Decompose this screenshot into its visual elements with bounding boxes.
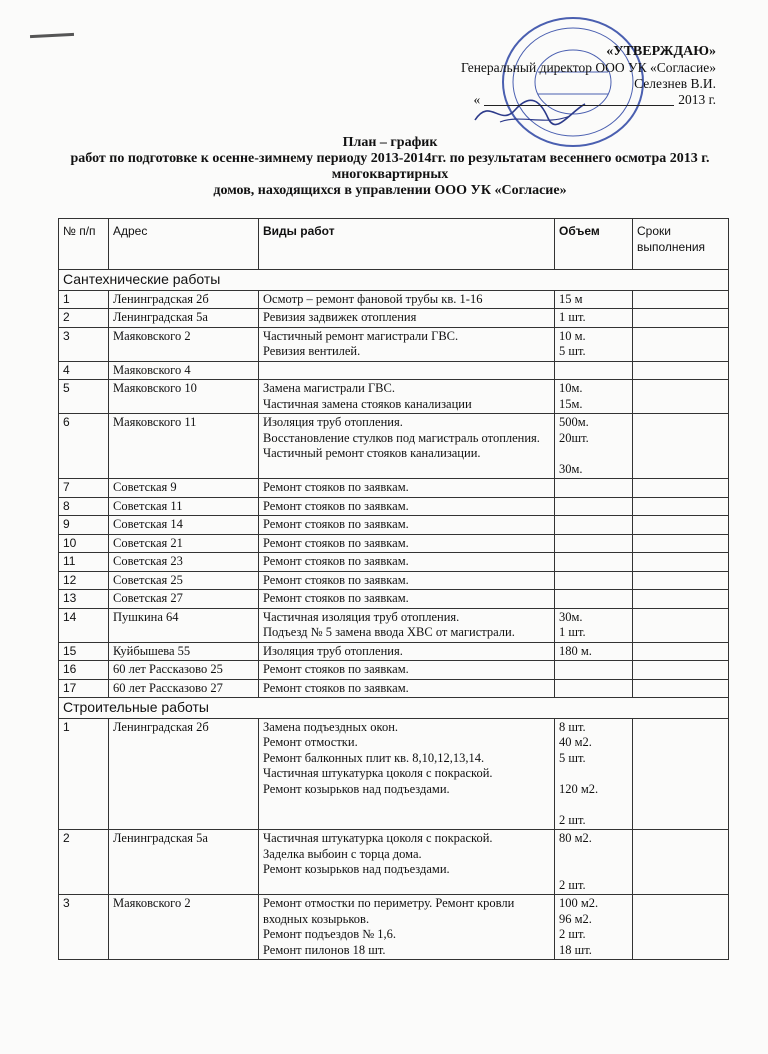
row-terms	[633, 590, 729, 609]
header-address: Адрес	[109, 219, 259, 270]
row-terms	[633, 534, 729, 553]
row-works: Замена магистрали ГВС. Частичная замена стояков канализации	[259, 380, 555, 414]
row-volume: 180 м.	[555, 642, 633, 661]
row-volume	[555, 661, 633, 680]
row-number: 11	[59, 553, 109, 572]
row-number: 3	[59, 895, 109, 960]
table-row	[59, 380, 729, 414]
row-number: 10	[59, 534, 109, 553]
row-number: 2	[59, 830, 109, 895]
date-suffix: 2013 г.	[678, 92, 716, 107]
row-number: 13	[59, 590, 109, 609]
row-volume	[555, 516, 633, 535]
row-number: 1	[59, 718, 109, 830]
row-number: 14	[59, 608, 109, 642]
row-volume: 10м. 15м.	[555, 380, 633, 414]
row-terms	[633, 553, 729, 572]
row-works: Ремонт стояков по заявкам.	[259, 571, 555, 590]
title-line-2: работ по подготовке к осенне-зимнему периоду 2013-2014гг. по результатам весеннего осмотра 2013 г. многоквартирных	[70, 151, 710, 182]
row-works: Ремонт стояков по заявкам.	[259, 679, 555, 698]
row-address: Ленинградская 5а	[109, 309, 259, 328]
row-terms	[633, 380, 729, 414]
row-address: 60 лет Рассказово 27	[109, 679, 259, 698]
table-row	[59, 534, 729, 553]
row-works: Осмотр – ремонт фановой трубы кв. 1-16	[259, 290, 555, 309]
row-terms	[633, 661, 729, 680]
table-row	[59, 553, 729, 572]
row-volume	[555, 534, 633, 553]
row-number: 2	[59, 309, 109, 328]
table-header-row	[59, 219, 729, 270]
row-address: Куйбышева 55	[109, 642, 259, 661]
row-number: 17	[59, 679, 109, 698]
row-works: Ремонт стояков по заявкам.	[259, 534, 555, 553]
row-address: Советская 14	[109, 516, 259, 535]
document-title	[40, 135, 740, 199]
row-works: Частичная штукатурка цоколя с покраской. Заделка выбоин с торца дома. Ремонт козырьков над подъездами.	[259, 830, 555, 895]
approval-head: «УТВЕРЖДАЮ»	[606, 44, 716, 59]
table-row	[59, 327, 729, 361]
date-prefix: «	[473, 92, 481, 107]
section-row	[59, 270, 729, 291]
row-address: Советская 23	[109, 553, 259, 572]
row-number: 12	[59, 571, 109, 590]
row-address: Советская 27	[109, 590, 259, 609]
row-terms	[633, 414, 729, 479]
row-works: Ремонт стояков по заявкам.	[259, 661, 555, 680]
row-address: Советская 21	[109, 534, 259, 553]
row-terms	[633, 497, 729, 516]
table-body	[59, 270, 729, 960]
header-terms: Сроки выполнения	[633, 219, 729, 270]
row-works: Изоляция труб отопления.	[259, 642, 555, 661]
row-terms	[633, 830, 729, 895]
table-row	[59, 642, 729, 661]
approval-block	[461, 44, 716, 108]
row-terms	[633, 479, 729, 498]
title-line-3: домов, находящихся в управлении ООО УК «Согласие»	[213, 183, 567, 198]
title-line-1: План – график	[342, 135, 438, 150]
row-works: Ремонт стояков по заявкам.	[259, 479, 555, 498]
row-address: Пушкина 64	[109, 608, 259, 642]
section-title: Сантехнические работы	[59, 270, 729, 291]
table-row	[59, 590, 729, 609]
row-volume	[555, 553, 633, 572]
scan-mark	[30, 33, 74, 38]
row-works: Частичный ремонт магистрали ГВС. Ревизия вентилей.	[259, 327, 555, 361]
header-num: № п/п	[59, 219, 109, 270]
row-works: Ремонт стояков по заявкам.	[259, 553, 555, 572]
table-row	[59, 571, 729, 590]
table-row	[59, 290, 729, 309]
row-volume: 30м. 1 шт.	[555, 608, 633, 642]
section-row	[59, 698, 729, 719]
row-number: 4	[59, 361, 109, 380]
row-volume: 10 м. 5 шт.	[555, 327, 633, 361]
table-row	[59, 309, 729, 328]
row-volume	[555, 590, 633, 609]
date-blank	[484, 92, 674, 106]
row-works: Изоляция труб отопления. Восстановление стулков под магистраль отопления. Частичный ремонт стояков канализации.	[259, 414, 555, 479]
row-number: 5	[59, 380, 109, 414]
row-terms	[633, 516, 729, 535]
row-works	[259, 361, 555, 380]
row-terms	[633, 608, 729, 642]
row-address: Маяковского 4	[109, 361, 259, 380]
row-number: 8	[59, 497, 109, 516]
table-row	[59, 361, 729, 380]
row-address: Ленинградская 2б	[109, 718, 259, 830]
row-address: Маяковского 11	[109, 414, 259, 479]
header-volume: Объем	[555, 219, 633, 270]
approval-date	[461, 92, 716, 108]
approval-name: Селезнев В.И.	[634, 76, 716, 91]
row-volume	[555, 679, 633, 698]
row-volume: 8 шт. 40 м2. 5 шт. 120 м2. 2 шт.	[555, 718, 633, 830]
row-volume: 80 м2. 2 шт.	[555, 830, 633, 895]
row-works: Замена подъездных окон. Ремонт отмостки. Ремонт балконных плит кв. 8,10,12,13,14. Частичная штукатурка цоколя с покраской. Ремонт козырьков над подъездами.	[259, 718, 555, 830]
row-address: Маяковского 10	[109, 380, 259, 414]
table-row	[59, 497, 729, 516]
row-works: Ревизия задвижек отопления	[259, 309, 555, 328]
row-volume	[555, 497, 633, 516]
row-number: 15	[59, 642, 109, 661]
row-volume	[555, 361, 633, 380]
row-volume: 100 м2. 96 м2. 2 шт. 18 шт.	[555, 895, 633, 960]
row-number: 6	[59, 414, 109, 479]
table-row	[59, 895, 729, 960]
row-terms	[633, 571, 729, 590]
row-works: Ремонт стояков по заявкам.	[259, 516, 555, 535]
work-plan-table	[58, 218, 729, 960]
table-row	[59, 661, 729, 680]
row-terms	[633, 290, 729, 309]
header-works: Виды работ	[259, 219, 555, 270]
row-number: 1	[59, 290, 109, 309]
table-row	[59, 608, 729, 642]
row-volume: 500м. 20шт. 30м.	[555, 414, 633, 479]
row-volume: 15 м	[555, 290, 633, 309]
table-row	[59, 516, 729, 535]
row-address: Советская 11	[109, 497, 259, 516]
row-address: Ленинградская 5а	[109, 830, 259, 895]
row-works: Частичная изоляция труб отопления. Подъезд № 5 замена ввода ХВС от магистрали.	[259, 608, 555, 642]
row-terms	[633, 361, 729, 380]
table-row	[59, 830, 729, 895]
row-address: 60 лет Рассказово 25	[109, 661, 259, 680]
table-row	[59, 679, 729, 698]
row-volume	[555, 571, 633, 590]
row-number: 16	[59, 661, 109, 680]
row-address: Маяковского 2	[109, 327, 259, 361]
row-terms	[633, 895, 729, 960]
row-works: Ремонт отмостки по периметру. Ремонт кровли входных козырьков. Ремонт подъездов № 1,6. Ремонт пилонов 18 шт.	[259, 895, 555, 960]
row-address: Ленинградская 2б	[109, 290, 259, 309]
row-number: 9	[59, 516, 109, 535]
row-number: 7	[59, 479, 109, 498]
row-volume: 1 шт.	[555, 309, 633, 328]
section-title: Строительные работы	[59, 698, 729, 719]
table-row	[59, 718, 729, 830]
row-address: Советская 9	[109, 479, 259, 498]
row-terms	[633, 679, 729, 698]
row-terms	[633, 327, 729, 361]
table-row	[59, 479, 729, 498]
row-number: 3	[59, 327, 109, 361]
row-address: Маяковского 2	[109, 895, 259, 960]
row-volume	[555, 479, 633, 498]
row-works: Ремонт стояков по заявкам.	[259, 590, 555, 609]
table-row	[59, 414, 729, 479]
row-terms	[633, 309, 729, 328]
row-address: Советская 25	[109, 571, 259, 590]
row-terms	[633, 718, 729, 830]
row-works: Ремонт стояков по заявкам.	[259, 497, 555, 516]
row-terms	[633, 642, 729, 661]
approval-position: Генеральный директор ООО УК «Согласие»	[460, 60, 716, 75]
